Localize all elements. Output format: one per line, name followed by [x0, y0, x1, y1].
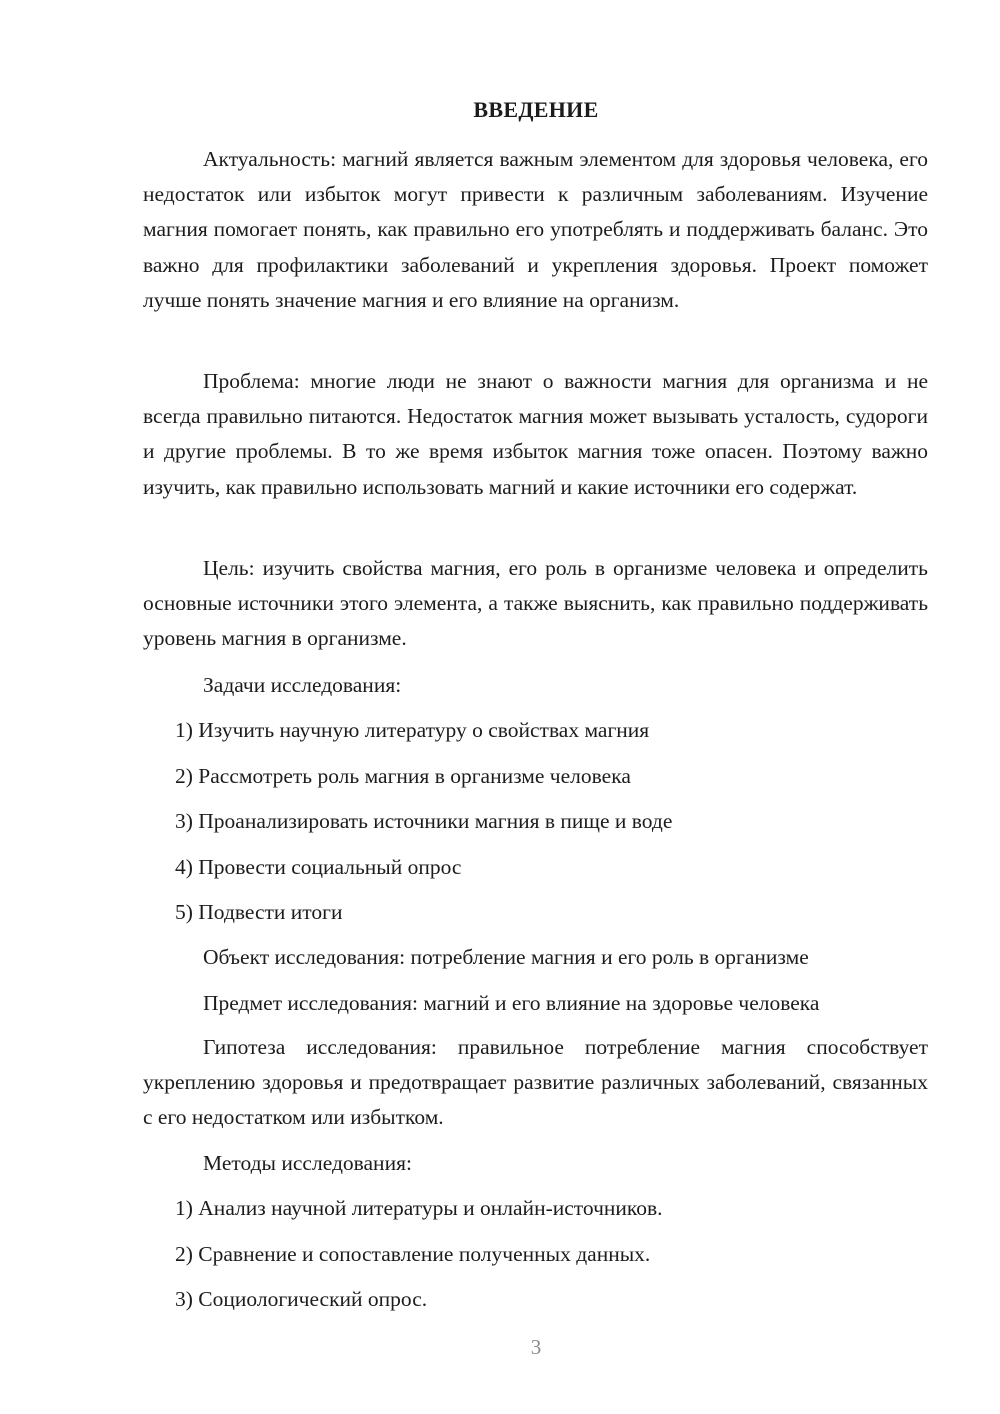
tasks-title: Задачи исследования: [203, 673, 402, 697]
list-item: 3) Социологический опрос. [175, 1287, 428, 1311]
relevance-paragraph: Актуальность: магний является важным элементом для здоровья человека, его недостаток или избыток могут привести к различным заболеваниям. Изучение магния помогает понять, как правильно его употреблять и поддерживать баланс. Это важно для профилактики заболеваний и укрепления здоровья. Проект поможет лучше понять значение магния и его влияние на организм. [143, 147, 928, 312]
list-item: 2) Сравнение и сопоставление полученных данных. [175, 1242, 651, 1266]
problem-paragraph: Проблема: многие люди не знают о важности магния для организма и не всегда правильно питаются. Недостаток магния может вызывать усталость, судороги и другие проблемы. В то же время избыток магния тоже опасен. Поэтому важно изучить, как правильно использовать магний и какие источники его содержат. [143, 369, 928, 499]
research-object: Объект исследования: потребление магния и его роль в организме [203, 945, 809, 969]
methods-title: Методы исследования: [203, 1151, 412, 1175]
page-number: 3 [530, 1335, 542, 1359]
list-item: 3) Проанализировать источники магния в пище и воде [175, 809, 673, 833]
section-heading: ВВЕДЕНИЕ [473, 97, 599, 122]
goal-paragraph: Цель: изучить свойства магния, его роль в организме человека и определить основные источники этого элемента, а также выяснить, как правильно поддерживать уровень магния в организме. [143, 556, 928, 651]
list-item: 4) Провести социальный опрос [175, 855, 462, 879]
list-item: 1) Изучить научную литературу о свойствах магния [175, 718, 650, 742]
list-item: 1) Анализ научной литературы и онлайн-источников. [175, 1196, 663, 1220]
list-item: 2) Рассмотреть роль магния в организме человека [175, 764, 631, 788]
research-subject: Предмет исследования: магний и его влияние на здоровье человека [203, 991, 820, 1015]
list-item: 5) Подвести итоги [175, 900, 343, 924]
hypothesis-paragraph: Гипотеза исследования: правильное потребление магния способствует укреплению здоровья и предотвращает развитие различных заболеваний, связанных с его недостатком или избытком. [143, 1035, 928, 1130]
